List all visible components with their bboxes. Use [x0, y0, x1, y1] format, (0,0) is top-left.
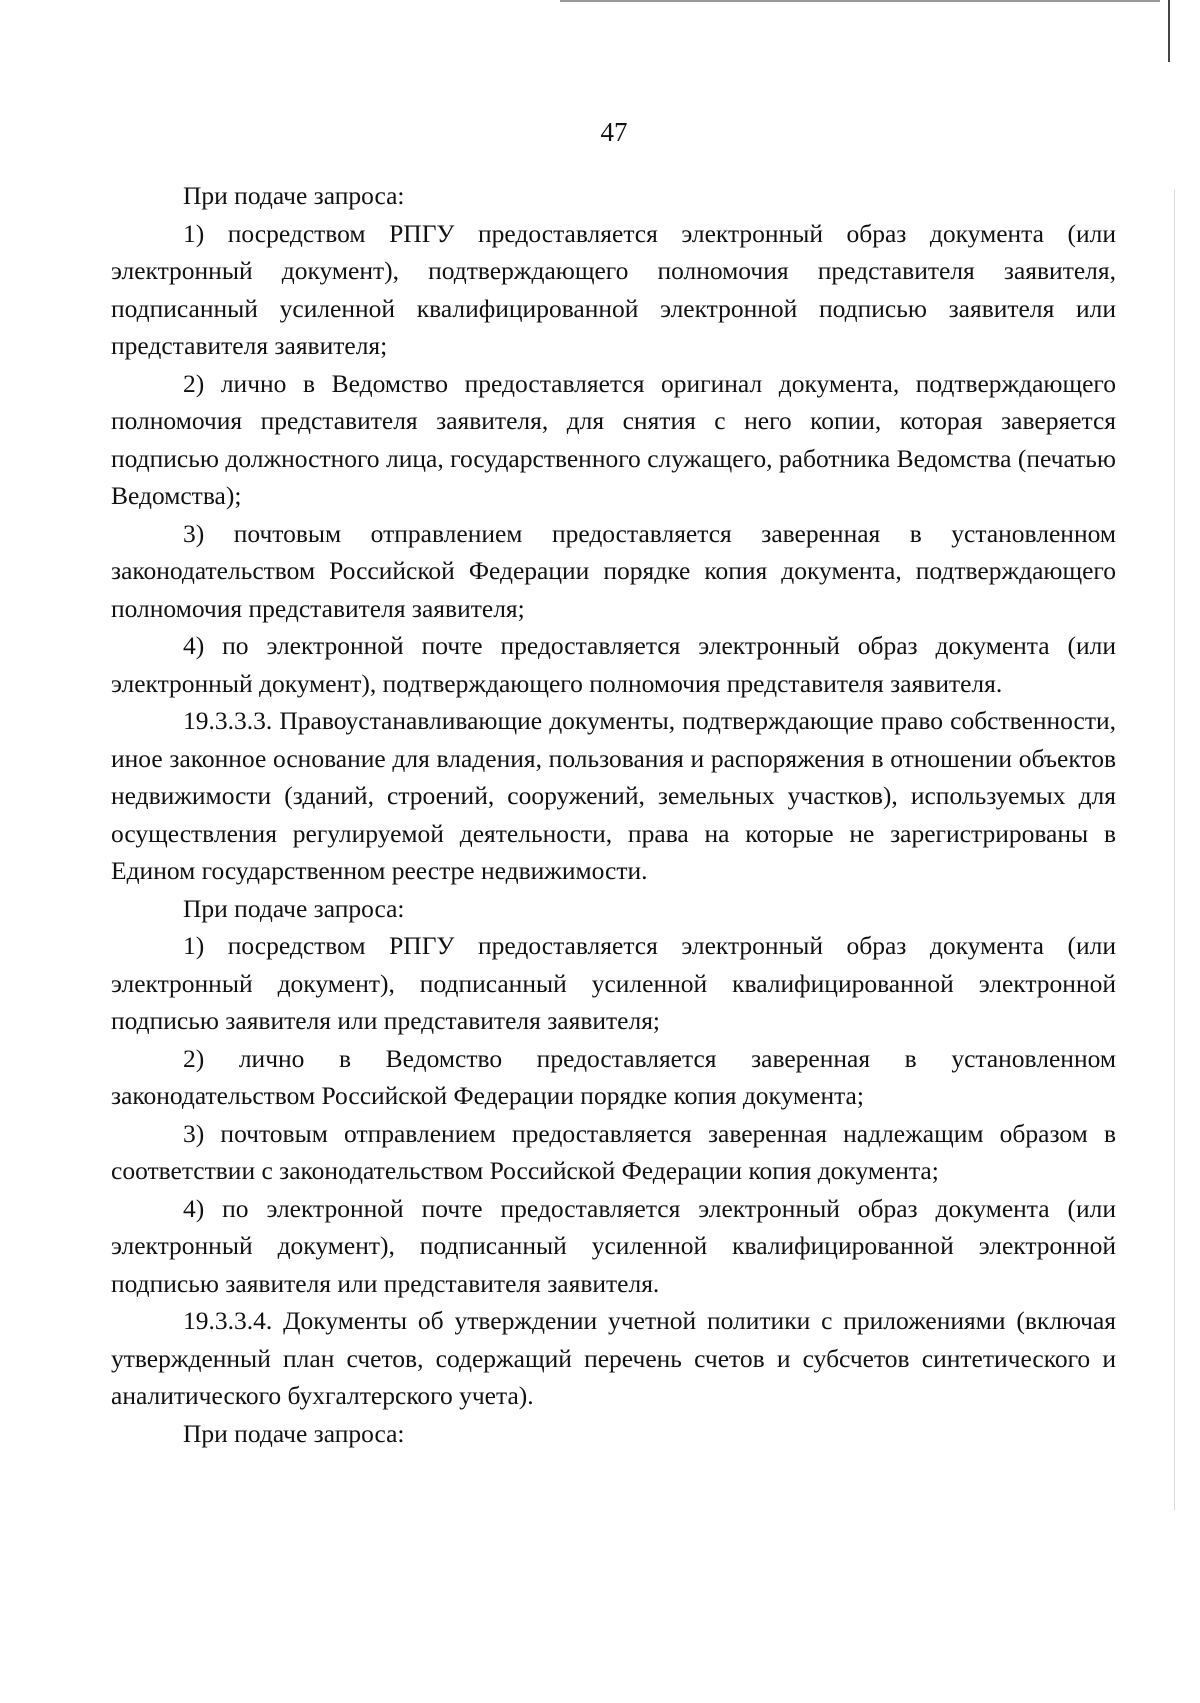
page-number: 47	[600, 117, 628, 147]
paragraph-item-4: 4) по электронной почте предоставляется электронный образ документа (или электронный документ), подписанный усиленной квалифицированной электронной подписью заявителя или представителя заявителя.	[111, 1193, 1116, 1298]
paragraph-item-1: 1) посредством РПГУ предоставляется электронный образ документа (или электронный документ), подписанный усиленной квалифицированной электронной подписью заявителя или представителя заявителя;	[111, 931, 1116, 1035]
paragraph-item-4: 4) по электронной почте предоставляется электронный образ документа (или электронный документ), подтверждающего полномочия представителя заявителя.	[111, 631, 1116, 698]
paragraph-item-1: 1) посредством РПГУ предоставляется электронный образ документа (или электронный документ), подтверждающего полномочия представителя заявителя, подписанный усиленной квалифицированной электронной подписью заявителя или представителя заявителя;	[111, 218, 1116, 360]
paragraph-section-19-3-3-3: 19.3.3.3. Правоустанавливающие документы, подтверждающие право собственности, иное законное основание для владения, пользования и распоряжения в отношении объектов недвижимости (зданий, строений, сооружений, земельных участков), используемых для осуществления регулируемой деятельности, права на которые не зарегистрированы в Едином государственном реестре недвижимости.	[111, 706, 1116, 885]
document-body	[111, 177, 1116, 1452]
paragraph-item-3: 3) почтовым отправлением предоставляется заверенная надлежащим образом в соответствии с законодательством Российской Федерации копия документа;	[111, 1118, 1116, 1185]
paragraph-item-2: 2) лично в Ведомство предоставляется оригинал документа, подтверждающего полномочия представителя заявителя, для снятия с него копии, которая заверяется подписью должностного лица, государственного служащего, работника Ведомства (печатью Ведомства);	[111, 368, 1116, 510]
paragraph-item-3: 3) почтовым отправлением предоставляется заверенная в установленном законодательством Российской Федерации порядке копия документа, подтверждающего полномочия представителя заявителя;	[111, 518, 1116, 623]
paragraph-section-19-3-3-4: 19.3.3.4. Документы об утверждении учетной политики с приложениями (включая утвержденный план счетов, содержащий перечень счетов и субсчетов синтетического и аналитического бухгалтерского учета).	[111, 1306, 1116, 1410]
paragraph-item-2: 2) лично в Ведомство предоставляется заверенная в установленном законодательством Российской Федерации порядке копия документа;	[111, 1043, 1116, 1110]
paragraph-submission-intro: При подаче запроса:	[183, 1418, 405, 1448]
scan-edge-right-faint	[1174, 190, 1175, 1510]
paragraph-submission-intro: При подаче запроса:	[183, 893, 405, 923]
scan-edge-right	[1168, 0, 1170, 62]
paragraph-submission-intro: При подаче запроса:	[183, 181, 405, 210]
scan-edge-top	[560, 0, 1160, 2]
